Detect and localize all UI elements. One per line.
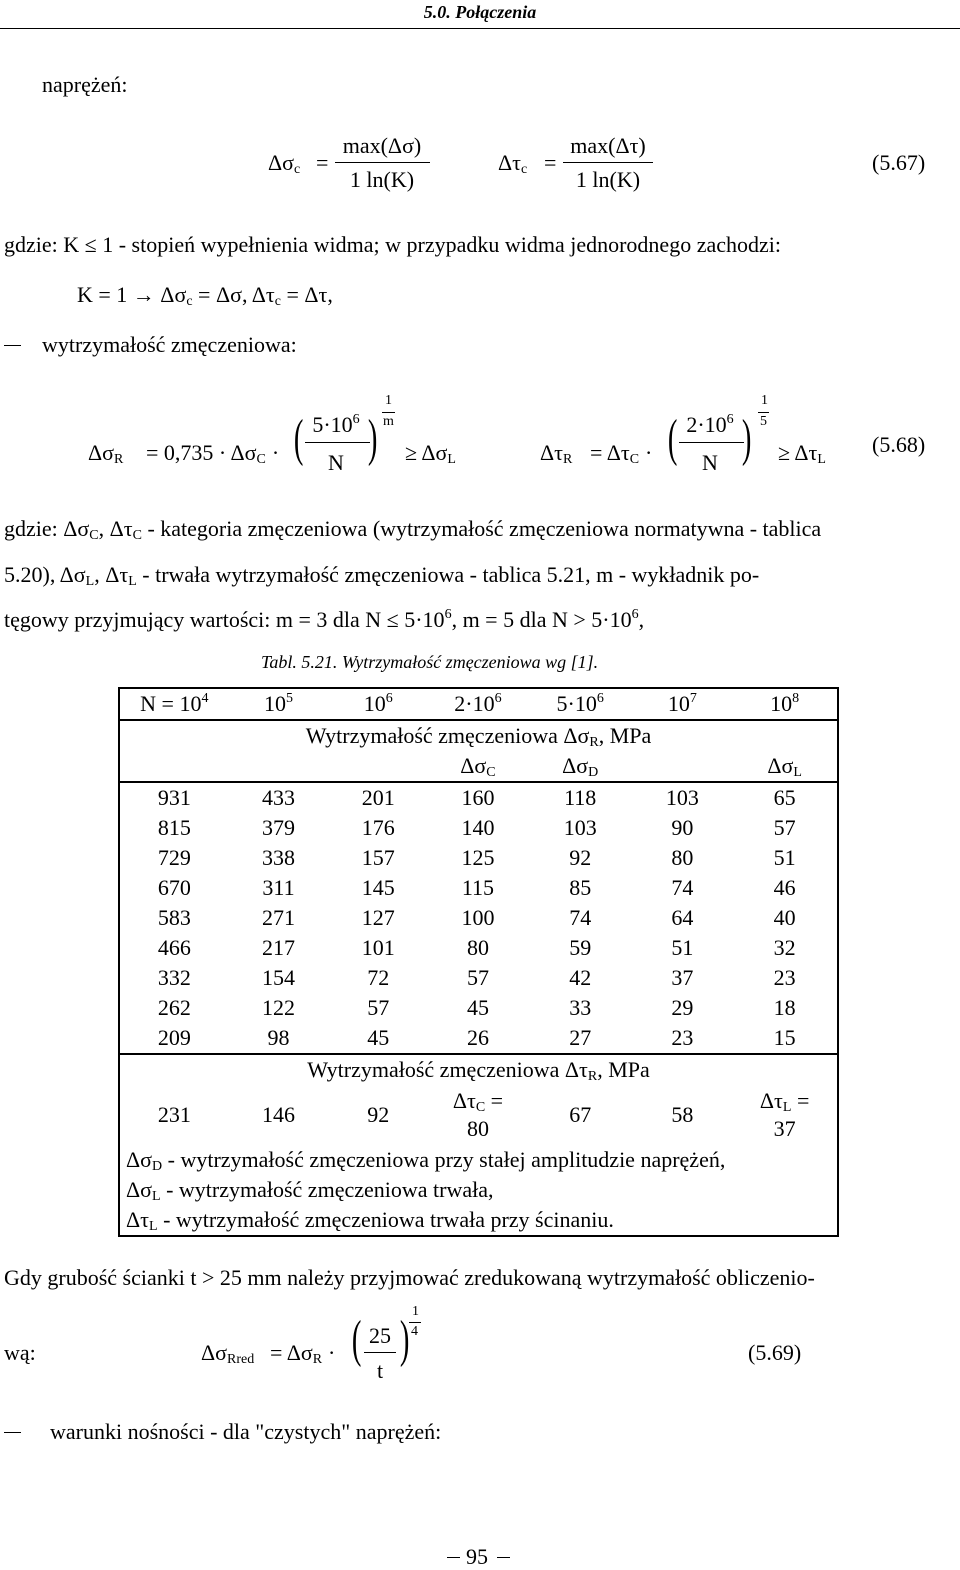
table-cell: 15 xyxy=(773,1025,796,1050)
bullet-dash-1 xyxy=(4,345,21,346)
table-cell: 583 xyxy=(157,905,191,930)
eq68-bar1 xyxy=(305,442,370,443)
eq69-rparen: ) xyxy=(399,1311,410,1368)
table-cell: 58 xyxy=(671,1102,694,1127)
table-cell: 118 xyxy=(528,782,633,813)
table-cell: 122 xyxy=(262,995,295,1020)
table-cell: 57 xyxy=(773,815,796,840)
eq67-den1: 1 ln(K) xyxy=(349,167,415,192)
sigma-subheader-row xyxy=(119,751,838,782)
eq68-exp1-bar xyxy=(382,412,395,413)
tau-l-cell: $\Delta\tau_L$ = 37 xyxy=(759,1088,810,1141)
header-cell: $5\cdot 10^6$ xyxy=(556,691,604,716)
table-cell: 157 xyxy=(361,845,395,870)
table-cell: 98 xyxy=(267,1025,290,1050)
table-cell: 125 xyxy=(461,845,495,870)
eq67-equals1: = xyxy=(316,150,329,175)
table-cell: 37 xyxy=(671,965,694,990)
gdy-line: Gdy grubość ścianki t > 25 mm należy przyjmować zredukowaną wytrzymałość obliczenio- xyxy=(4,1265,815,1290)
table-cell: 46 xyxy=(773,875,796,900)
delta-sigma-l-label: $\Delta\sigma_L$ xyxy=(767,753,802,780)
table-cell: 45 xyxy=(466,995,489,1020)
eq68-coef2: = Δτ xyxy=(590,440,630,465)
table-cell: 26 xyxy=(466,1025,489,1050)
header-cell: $10^7$ xyxy=(667,691,697,716)
table-cell: 67 xyxy=(569,1102,592,1127)
table-cell: 23 xyxy=(773,965,796,990)
table-header-row xyxy=(119,688,838,720)
table-cell: 209 xyxy=(157,1025,191,1050)
eq68-ge1: ≥ Δσ xyxy=(405,440,448,465)
eq67-bar2 xyxy=(563,162,653,163)
eq68-lparen2: ( xyxy=(667,410,678,467)
page-dash-left xyxy=(447,1557,460,1558)
eq69-number: (5.69) xyxy=(748,1340,802,1365)
table-cell: 160 xyxy=(428,782,528,813)
gdzie-line-1: gdzie: K ≤ 1 - stopień wypełnienia widma; w przypadku widma jednorodnego zachodzi: xyxy=(4,232,781,257)
legend-item: $\Delta\tau_L$ - wytrzymałość zmęczeniowa trwała przy ścinaniu. xyxy=(126,1207,614,1234)
legend-item: $\Delta\sigma_D$ - wytrzymałość zmęczeniowa przy stałej amplitudzie naprężeń, xyxy=(126,1147,726,1174)
table-cell: 57 xyxy=(367,995,390,1020)
table-cell: 931 xyxy=(119,782,229,813)
table-cell: 146 xyxy=(262,1102,295,1127)
header-cell: $10^6$ xyxy=(363,691,393,716)
tau-c-cell: $\Delta\tau_C$ = 80 xyxy=(452,1088,504,1141)
page-number: 95 xyxy=(466,1544,488,1569)
bullet-2-text: warunki nośności - dla "czystych" naprężeń: xyxy=(50,1419,442,1444)
k-line: $K = 1 \to \Delta\sigma_c = \Delta\sigma$, $\Delta\tau_c = \Delta\tau$, xyxy=(77,282,333,309)
table-row xyxy=(119,933,838,963)
table-row xyxy=(119,963,838,993)
gdzie-line-3: 5.20), $\Delta\sigma_L$, $\Delta\tau_L$ - trwała wytrzymałość zmęczeniowa - tablica 5.21, m - wykładnik po- xyxy=(4,562,760,589)
table-cell: 271 xyxy=(262,905,295,930)
legend-item: $\Delta\sigma_L$ - wytrzymałość zmęczeniowa trwała, xyxy=(126,1177,494,1204)
table-row xyxy=(119,843,838,873)
eq68-den2: N xyxy=(702,450,718,475)
eq67-equals2: = xyxy=(544,150,557,175)
table-cell: 100 xyxy=(461,905,495,930)
delta-sigma-c-label: $\Delta\sigma_C$ xyxy=(460,753,496,780)
legend-row xyxy=(119,1175,838,1205)
tau-row xyxy=(119,1085,838,1145)
delta-sigma-d-label: $\Delta\sigma_D$ xyxy=(562,753,599,780)
eq68-exp2-den: 5 xyxy=(760,414,767,429)
gdzie-line-2: gdzie: $\Delta\sigma_C$, $\Delta\tau_C$ - kategoria zmęczeniowa (wytrzymałość zmęczeniowa normatywna - tablica xyxy=(4,516,822,543)
table-cell: 145 xyxy=(361,875,395,900)
eq68-num1: 5·10 xyxy=(312,412,353,437)
eq68-rparen2: ) xyxy=(741,410,752,467)
eq68-num2: 2·10 xyxy=(686,412,727,437)
table-cell: 670 xyxy=(157,875,191,900)
eq68-bar2 xyxy=(679,442,744,443)
eq68-number: (5.68) xyxy=(872,432,926,457)
table-row xyxy=(119,993,838,1023)
table-cell: 338 xyxy=(262,845,295,870)
table-cell: 80 xyxy=(671,845,694,870)
header-cell: $10^8$ xyxy=(770,691,800,716)
table-cell: 40 xyxy=(773,905,796,930)
table-cell: 18 xyxy=(773,995,796,1020)
table-cell: 85 xyxy=(569,875,592,900)
table-cell: 29 xyxy=(671,995,694,1020)
table-cell: 51 xyxy=(773,845,796,870)
tau-title: Wytrzymałość zmęczeniowa $\Delta\tau_R$, MPa xyxy=(119,1054,838,1085)
table-cell: 27 xyxy=(569,1025,592,1050)
eq67-den2: 1 ln(K) xyxy=(575,167,641,192)
eq68-exp2-bar xyxy=(758,412,769,413)
table-cell: 140 xyxy=(461,815,495,840)
eq69-lhs: Δσ xyxy=(201,1340,228,1365)
eq67-num1: max(Δσ) xyxy=(342,133,422,158)
table-cell: 23 xyxy=(671,1025,694,1050)
gdzie-line-4: tęgowy przyjmujący wartości: m = 3 dla $N \le 5\cdot 10^6$, m = 5 dla $N > 5\cdot 10^6$, xyxy=(4,607,645,632)
table-cell: 80 xyxy=(466,935,489,960)
table-cell: 103 xyxy=(563,815,597,840)
eq69-bar xyxy=(364,1352,396,1353)
table-cell: 115 xyxy=(461,875,495,900)
eq68-coef1: = 0,735 · Δσ xyxy=(146,440,257,465)
table-cell: 332 xyxy=(157,965,191,990)
eq68-lhs1: Δσ xyxy=(88,440,115,465)
eq67-lhs1: Δσ xyxy=(268,150,295,175)
eq68-den1: N xyxy=(328,450,344,475)
table-cell: 57 xyxy=(466,965,489,990)
table-cell: 815 xyxy=(157,815,191,840)
table-row xyxy=(119,1023,838,1054)
eq68-exp1-den: m xyxy=(383,414,394,429)
table-cell: 201 xyxy=(328,782,428,813)
table-cell: 217 xyxy=(262,935,295,960)
table-cell: 154 xyxy=(262,965,295,990)
eq69-lparen: ( xyxy=(351,1311,362,1368)
page-dash-right xyxy=(497,1557,510,1558)
header-cell: $2\cdot 10^6$ xyxy=(454,691,502,716)
eq69-den: t xyxy=(376,1358,384,1383)
intro-text: naprężeń: xyxy=(42,72,128,97)
table-cell: 90 xyxy=(671,815,694,840)
header-cell: $10^5$ xyxy=(264,691,293,716)
table-cell: 51 xyxy=(671,935,694,960)
eq69-num: 25 xyxy=(369,1323,391,1348)
table-cell: 92 xyxy=(569,845,592,870)
table-cell: 729 xyxy=(157,845,191,870)
eq69-exp-num: 1 xyxy=(412,1304,419,1319)
table-cell: 92 xyxy=(367,1102,390,1127)
wa-label: wą: xyxy=(4,1340,36,1365)
eq68-ge2: ≥ Δτ xyxy=(778,440,818,465)
table-cell: 65 xyxy=(732,782,838,813)
eq68-exp2-num: 1 xyxy=(761,393,768,408)
tau-title-row xyxy=(119,1054,838,1085)
table-cell: 32 xyxy=(773,935,796,960)
eq68-exp1-num: 1 xyxy=(385,393,392,408)
table-cell: 74 xyxy=(671,875,694,900)
table-cell: 64 xyxy=(671,905,694,930)
table-cell: 262 xyxy=(157,995,191,1020)
eq68-lhs2: Δτ xyxy=(540,440,563,465)
eq69-exp-den: 4 xyxy=(411,1324,418,1339)
eq67-bar1 xyxy=(335,162,430,163)
table-cell: 103 xyxy=(633,782,733,813)
table-cell: 42 xyxy=(569,965,592,990)
table-cell: 176 xyxy=(361,815,395,840)
eq69-rhs: = Δσ xyxy=(270,1340,313,1365)
sigma-title-row xyxy=(119,720,838,751)
table-cell: 72 xyxy=(367,965,390,990)
table-row xyxy=(119,813,838,843)
eq67-num2: max(Δτ) xyxy=(570,133,646,158)
table-cell: 231 xyxy=(157,1102,191,1127)
legend-row xyxy=(119,1145,838,1175)
legend-row xyxy=(119,1205,838,1236)
table-row xyxy=(119,873,838,903)
header-cell: $N = 10^4$ xyxy=(140,691,209,716)
table-cell: 433 xyxy=(229,782,329,813)
eq69-exp-bar xyxy=(409,1322,421,1323)
table-cell: 45 xyxy=(367,1025,390,1050)
section-header: 5.0. Połączenia xyxy=(423,2,537,22)
table-cell: 101 xyxy=(361,935,395,960)
bullet-1-text: wytrzymałość zmęczeniowa: xyxy=(42,332,297,357)
table-cell: 466 xyxy=(157,935,191,960)
eq68-lparen1: ( xyxy=(293,410,304,467)
header-rule xyxy=(0,28,960,29)
table-cell: 311 xyxy=(262,875,295,900)
table-cell: 59 xyxy=(569,935,592,960)
sigma-title: Wytrzymałość zmęczeniowa $\Delta\sigma_R$, MPa xyxy=(119,720,838,751)
bullet-dash-2 xyxy=(4,1432,21,1433)
eq67-lhs2: Δτ xyxy=(498,150,521,175)
table-cell: 379 xyxy=(262,815,295,840)
table-cell: 127 xyxy=(361,905,395,930)
eq67-number: (5.67) xyxy=(872,150,926,175)
table-row xyxy=(119,903,838,933)
fatigue-table xyxy=(118,687,839,1237)
table-cell: 33 xyxy=(569,995,592,1020)
eq68-rparen1: ) xyxy=(367,410,378,467)
table-row xyxy=(119,782,838,813)
table-caption: Tabl. 5.21. Wytrzymałość zmęczeniowa wg [1]. xyxy=(261,652,599,672)
table-cell: 74 xyxy=(569,905,592,930)
